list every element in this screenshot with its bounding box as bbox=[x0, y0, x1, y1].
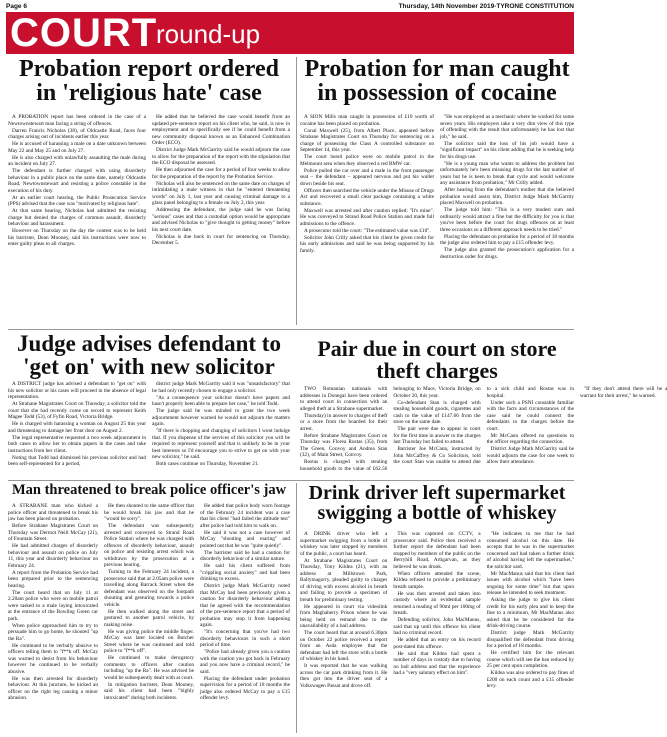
story-paragraph: He then walked along the street and gestured to another patrol vehicle, by making noise. bbox=[104, 608, 194, 628]
story-paragraph: Co-defendant Stan is charged with stealing household goods, cigarettes and cash to the value of £147.66 from the store on the same date. bbox=[393, 399, 481, 425]
story-paragraph: After hearing from the defendant's mother that she believed probation would assist him, District Judge Mark McGarrity placed Maxwell on probation. bbox=[440, 187, 574, 206]
story-paragraph: This was captured on CCTV, a prosecutor said. Police then received a further report the defendant had been stopped by members of the public on the Berryhill Road, Artigarvan, as they believed he was drunk. bbox=[393, 531, 481, 570]
story-paragraph: The barrister said he had a caution for disorderly behaviour of a similar nature. bbox=[200, 549, 290, 562]
story-paragraph: He said his client suffered from "crippling social anxiety" and had been drinking to excess. bbox=[200, 563, 290, 582]
story-paragraph: "If they don't attend there will be a warrant for their arrest," he warned. bbox=[579, 386, 667, 399]
story-paragraph: Noting that Todd had dismissed his previous solicitor and had been self-represented for a period, bbox=[8, 454, 146, 467]
story-headline: Man threatened to break police officer's jaw bbox=[11, 482, 287, 498]
story-paragraph: Police pulled the car over and a male in the front passenger seat – the defendant – appeared nervous and put his wallet down beside his seat. bbox=[300, 167, 434, 187]
story-paragraph: The solicitor said the loss of his job would have a "significant impact" on his client adding that he is seeking help for his drugs use. bbox=[440, 140, 574, 160]
story-paragraph: "He was employed as a mechanic where he worked for some seven years. His employers take a very dim view of this type of offending with the result that unfortunately he has lost that job," he said. bbox=[440, 114, 574, 140]
story-paragraph: Maxwell was arrested and after caution replied: "It's mine". He was conveyed to Strand Road Police Station and made full admissions to the offence. bbox=[300, 207, 434, 227]
story-paragraph: It was reported that he was walking across the car park drinking from it. He then got into the driver seat of a Volkswagen Passat and drove off. bbox=[300, 663, 388, 689]
story-paragraph: He certified him for the relevant course which will see the ban reduced by 25 per cent upon completion. bbox=[486, 650, 574, 669]
story-paragraph: He added that police body worn footage of the February 24 incident was a case that his client "had failed the attitude test" after police had told him to walk on. bbox=[200, 503, 290, 529]
story-paragraph: He was then arrested and taken into custody where an evidential sample returned a reading of 90ml per 100mg of breath. bbox=[393, 590, 481, 616]
story-paragraph: Rostas is charged with stealing household goods to the value of £62.56 belonging to Mace, Victoria Bridge, on October 20, this year. bbox=[300, 386, 481, 472]
story-paragraph: District judge Mark McGarrity noted that McCay had been previously given a caution for disorderly behaviour adding that he agreed with the recommendation of the pre-sentence report that a period of probation may stop it from happening again. bbox=[200, 583, 290, 628]
story-paragraph: Kildea was also ordered to pay fines of £200 on each count and a £15 offender levy. bbox=[486, 670, 574, 689]
story-paragraph: In mitigation barrister, Dean Mooney, said his client had been "highly intoxicated" during both incidents. bbox=[104, 681, 194, 701]
story-paragraph: He appeared in court via videolink from Maghaberry Prison where he was being held on remand due to the unavailability of a bail address. bbox=[300, 603, 388, 629]
story-body bbox=[8, 503, 290, 735]
story-paragraph: The judge also granted the prosecution's application for a destruction order for drugs. bbox=[440, 247, 574, 260]
story-paragraph: He is accused of harassing a male on a date unknown between May 22 and May 25 and on July 27. bbox=[8, 141, 146, 154]
section-banner bbox=[6, 12, 574, 54]
story-paragraph: He is also charged with unlawfully assaulting the male during an incident on July 27. bbox=[8, 154, 146, 167]
story-paragraph: The court heard police were on mobile patrol in the Melmount area when they observed a red BMW car. bbox=[300, 154, 434, 167]
banner-subtitle: round-up bbox=[156, 19, 261, 49]
story-paragraph: Barrister Joe McCann, instructed by John McCaffrey & Co Solicitors, told the court Stan was unable to attend due to a sick child and Rostas was in hospital. bbox=[393, 386, 574, 465]
story-paragraph: The legal representative requested a two week adjournment in both cases to allow her to obtain papers in the cases and take instructions from her client. bbox=[8, 434, 146, 454]
story-paragraph: He said that Kildea had spent a number of days in custody due to having no bail address and that the experience had a "very salutary effect on him". bbox=[393, 650, 481, 676]
story-paragraph: Conal Maxwell (25), from Albert Place, appeared before Strabane Magistrates Court on Thursday for sentencing on a charge of possessing the Class A controlled substance on September 14, this year. bbox=[300, 127, 434, 153]
story-paragraph: He continued to make derogatory comments to officers after caution including "up the Ra". He was advised he would be subsequently dealt with at court. bbox=[104, 655, 194, 681]
story-paragraph: district judge Mark McGarrity said it was "unsatisfactory" that he had only recently chosen to engage a solicitor. bbox=[152, 381, 290, 394]
story-paragraph: "He is a young man who wants to address the problem but unfortunately he's been misusing drugs for the last number of years but he is keen to break that cycle and would welcome any assistance from probation," Mr Crilly added. bbox=[440, 160, 574, 186]
story-paragraph: A SION Mills man caught in possession of £10 worth of cocaine has been placed on probation. bbox=[300, 114, 434, 127]
story-paragraph: At Strabane Magistrates Court on Thursday, a solicitor told the court that she had recently come on record to represent Keith Magee Todd (53), of Fyfin Road, Victoria Bridge. bbox=[8, 401, 146, 420]
story-paragraph: Officers then searched the vehicle under the Misuse of Drugs Act and recovered a small clear package containing a white substance. bbox=[300, 187, 434, 207]
story-paragraph: Both cases continue on Thursday, November 21. bbox=[156, 461, 259, 467]
story-paragraph: Thursday) in answer to charges of theft or a store from the boarded for their arrest. bbox=[300, 412, 388, 432]
story-paragraph: He added that he believed the case would benefit from an updated pre-sentence report on his client who, he said, is now in employment and to specifically see if he could benefit from a new community disposal known as an Enhanced Combination Order (ECO). bbox=[152, 114, 290, 146]
story-paragraph: At Strabane Magistrates Court on Thursday, Tony Kildea (21), with an address at Millstown Park, Ballymagorry, pleaded guilty to charges of driving with excess alcohol in breath and failing to provide a specimen of breath for preliminary testing. bbox=[300, 557, 388, 603]
story-paragraph: Asking the judge to give his client credit for his early plea and to keep the fine to a minimum, Mr MacManus also asked that he be considered for the drink-driving course. bbox=[486, 597, 574, 629]
story-paragraph: The court heard that at around 6.30pm on October 22 police received a report from an Asda employee that the defendant had left the store with a bottle of whiskey in his hand. bbox=[300, 630, 388, 662]
story-paragraph: District Judge Mark McGarrity said he would adjourn the case for one week to allow their attendance. bbox=[486, 446, 574, 465]
story-body bbox=[300, 114, 574, 326]
story-paragraph: Defending solicitor, John MacManus, said that up until this offence his client had no criminal record. bbox=[393, 617, 481, 636]
story-paragraph: At that same hearing, Nicholas had admitted the resisting charge but denied the charges of common assault, disorderly behaviour and harassment. bbox=[8, 208, 146, 227]
story-headline: Judge advises defendant to 'get on' with new solicitor bbox=[17, 331, 281, 379]
story-paragraph: Nicholas will also be sentenced on the same date on charges of intimidating a male witness in that he "entered threatening words" on July 1, last year and causing criminal damage to a glass panel belonging to a female on July 2, this year. bbox=[152, 180, 290, 206]
story-headline: Probation for man caught in possession of cocaine bbox=[304, 56, 570, 106]
story-paragraph: "It's concerning that you've had two disorderly behaviours in such a short period of time. bbox=[200, 629, 290, 648]
story-paragraph: "If there is chopping and changing of solicitors I wont indulge that. If you dispense of the services of this solicitor you will be required to represent yourself and that is unlikely to be in your best interests so I'd encourage you to strive to get on with your new solicitor," he said. bbox=[152, 428, 290, 460]
story-paragraph: A DISTRICT judge has advised a defendant to "get on" with his new solicitor or his cases will proceed in the absence of legal representation. bbox=[8, 381, 146, 400]
story-paragraph: "Police had already given you a caution with the caution you got back in February and you now have a criminal record," he said. bbox=[200, 649, 290, 675]
story-headline: Probation report ordered in 'religious hate' case bbox=[19, 56, 279, 106]
story-body bbox=[300, 531, 574, 735]
story-paragraph: The defendant is further charged with using disorderly behaviour in a public place on the same date, namely Oldcastle Road, Newtownstewart and resisting a police constable in the execution of his duty. bbox=[8, 168, 146, 194]
story-paragraph: At an earlier court hearing, the Public Prosecution Service (PPS) advised that the case was "motivated by religious hate". bbox=[8, 194, 146, 207]
story-paragraph: He then shouted to the same officer that he would break his jaw and that he "would be sorry". bbox=[104, 503, 194, 522]
story-paragraph: Under such a PSNI constable familiar with the facts and circumstances of the case said he could connect the defendants to the charges before the court. bbox=[486, 399, 574, 432]
story-paragraph: Addressing the defendant, the judge said he was facing "serious" cases and that a custodial option would be appropriate and advised Nicholas to "give thought to getting money" before his next court date. bbox=[152, 207, 290, 233]
story-paragraph: A PROBATION report has been ordered in the case of a Newtownstewart man facing a string of offences. bbox=[8, 114, 146, 127]
page-number: Page 6 bbox=[6, 3, 27, 10]
story-paragraph: When police approached him to try to persuade him to go home, he shouted "up the Ra". bbox=[8, 622, 98, 642]
story-paragraph: He had admitted charges of disorderly behaviour and assault on police on July 11, this year and disorderly behaviour on February 24. bbox=[8, 543, 98, 569]
story-paragraph: A STRABANE man who kicked a police officer and threatened to break his jaw has been placed on probation. bbox=[8, 503, 98, 522]
story-paragraph: He is charged with harassing a woman on August 25 this year and threatening to damage her front door on August 2. bbox=[8, 421, 146, 434]
story-paragraph: When officers attended the scene, Kildea refused to provide a preliminary breath sample. bbox=[393, 570, 481, 590]
story-paragraph: The judge said he was minded to grant the two week adjournment however warned he would not adjourn the matters again. bbox=[152, 408, 290, 427]
story-paragraph: District judge Mark McGarrity disqualified the defendant from driving for a period of 18 months. bbox=[486, 630, 574, 649]
story-paragraph: The judge told him: "This is a very modest sum and ordinarily would attract a fine but the difficulty for you is that you've been before the court for drugs offences on at least three occasions so a different approach needs to be tried." bbox=[440, 207, 574, 233]
story-paragraph: A report from the Probation Service had been prepared prior to the sentencing hearing. bbox=[8, 569, 98, 589]
story-paragraph: Solicitor John Crilly asked that his client be given credit for his early admissions and said he was being supported by his family. bbox=[300, 234, 434, 254]
story-paragraph: A prosecutor told the court: "The estimated value was £10". bbox=[304, 227, 431, 234]
story-paragraph: "He indicates to me that he had consumed alcohol on this date. He accepts that he was in the supermarket concerned and had taken a further drink of alcohol having left the supermarket," the solicitor said. bbox=[486, 531, 574, 570]
story-paragraph: Before Strabane Magistrates Court on Thursday was Dermot Neill McCay (21), of Fountain Street. bbox=[8, 523, 98, 542]
story-paragraph: A DRINK driver who left a supermarket swigging from a bottle of whiskey was later stopped by members of the public, a court has heard. bbox=[300, 531, 388, 557]
dateline: Thursday, 14th November 2019-TYRONE CONSTITUTION bbox=[398, 3, 574, 10]
story-paragraph: TWO Romanian nationals with addresses in Donegal have been ordered to attend court in connection with an alleged theft at a Strabane supermarket. bbox=[300, 386, 388, 412]
story-paragraph: Placing the defendant under probation supervision for a period of 18 months the judge also ordered McCay to pay a £15 offender levy. bbox=[200, 675, 290, 701]
story-paragraph: "As a consequence your solicitor doesn't have papers and hasn't properly been able to prepare her case," he told Todd. bbox=[152, 394, 290, 407]
story-headline: Drink driver left supermarket swigging a bottle of whiskey bbox=[308, 482, 566, 524]
story-paragraph: Darren Francis Nicholas (38), of Oldcastle Road, faces four charges arising out of incidents earlier this year. bbox=[8, 127, 146, 140]
section-divider bbox=[8, 329, 574, 330]
story-paragraph: However on Thursday on the day the contest was to be held his barrister, Dean Mooney, said his instructions were now to enter guilty pleas to all charges. bbox=[8, 228, 146, 247]
story-paragraph: He added that an entry on his record post-dated this offence. bbox=[393, 637, 481, 650]
story-paragraph: He said it was not a case however of McCay "shouting and roaring" and pointed out that he was "quite quietly". bbox=[200, 529, 290, 549]
story-headline: Pair due in court on store theft charges bbox=[317, 336, 557, 383]
story-paragraph: He continued to be verbally abusive to officers telling them to "f**k off. McCay was warned to desist from his behaviour however he continued to be verbally abusive. bbox=[8, 642, 98, 675]
story-paragraph: Mr MacManus said that his client had issues with alcohol which "have been ongoing for some time" but that upon release he intended to seek treatment. bbox=[486, 570, 574, 596]
story-paragraph: Turning to the February 24 incident, a prosecutor said that at 2.05am police were travelling along Barrack Street when the defendant was observed on the footpath shouting and gesturing towards a police vehicle. bbox=[104, 569, 194, 608]
banner-title: COURT bbox=[10, 11, 158, 55]
section-divider bbox=[8, 480, 574, 481]
story-paragraph: Placing the defendant on probation for a period of 18 months the judge also ordered him to pay a £15 offender levy. bbox=[440, 233, 574, 246]
story-paragraph: Nicholas is due back in court for sentencing on Thursday, December 5. bbox=[152, 233, 290, 246]
story-paragraph: Mr McCann offered no questions to the officer regarding the connection. bbox=[486, 432, 574, 445]
story-body bbox=[300, 386, 667, 478]
column-divider bbox=[296, 483, 297, 733]
story-paragraph: The court heard that on July 11 at 2.20am police who were on mobile patrol were tasked to a male laying intoxicated at the entrance of the Bowling Green car park. bbox=[8, 589, 98, 622]
story-body bbox=[8, 381, 290, 477]
story-paragraph: He was then arrested for disorderly behaviour. At this juncture, he kicked an officer on the right leg causing a minor abrasion. bbox=[8, 675, 98, 701]
story-paragraph: District Judge Mark McGarrity said he would adjourn the case to allow for the preparation of the report with the stipulation that the ECO disposal be assessed. bbox=[152, 147, 290, 166]
story-paragraph: He then adjourned the case for a period of four weeks to allow for the preparation of the report by the Probation Service. bbox=[152, 167, 290, 180]
story-paragraph: Before Strabane Magistrates Court on Thursday was Florea Rostas (35), from The Green, Convoy and Andrea Stan (32), of Main Street, Convoy. bbox=[300, 432, 388, 458]
column-divider bbox=[296, 57, 297, 325]
story-paragraph: The pair were due to appear in court for the first time in answer to the charges last Thursday but failed to attend. bbox=[393, 426, 481, 445]
story-paragraph: The defendant was subsequently arrested and conveyed to Strand Road Police Station where he was charged with offences of disorderly behaviour, assault on police and resisting arrest which was withdrawn by the prosecution at a previous hearing. bbox=[104, 523, 194, 568]
story-body bbox=[8, 114, 290, 326]
story-paragraph: He was giving police the middle finger. McCay was later located on Butcher Street where he was cautioned and told police to "f**k off". bbox=[104, 628, 194, 654]
